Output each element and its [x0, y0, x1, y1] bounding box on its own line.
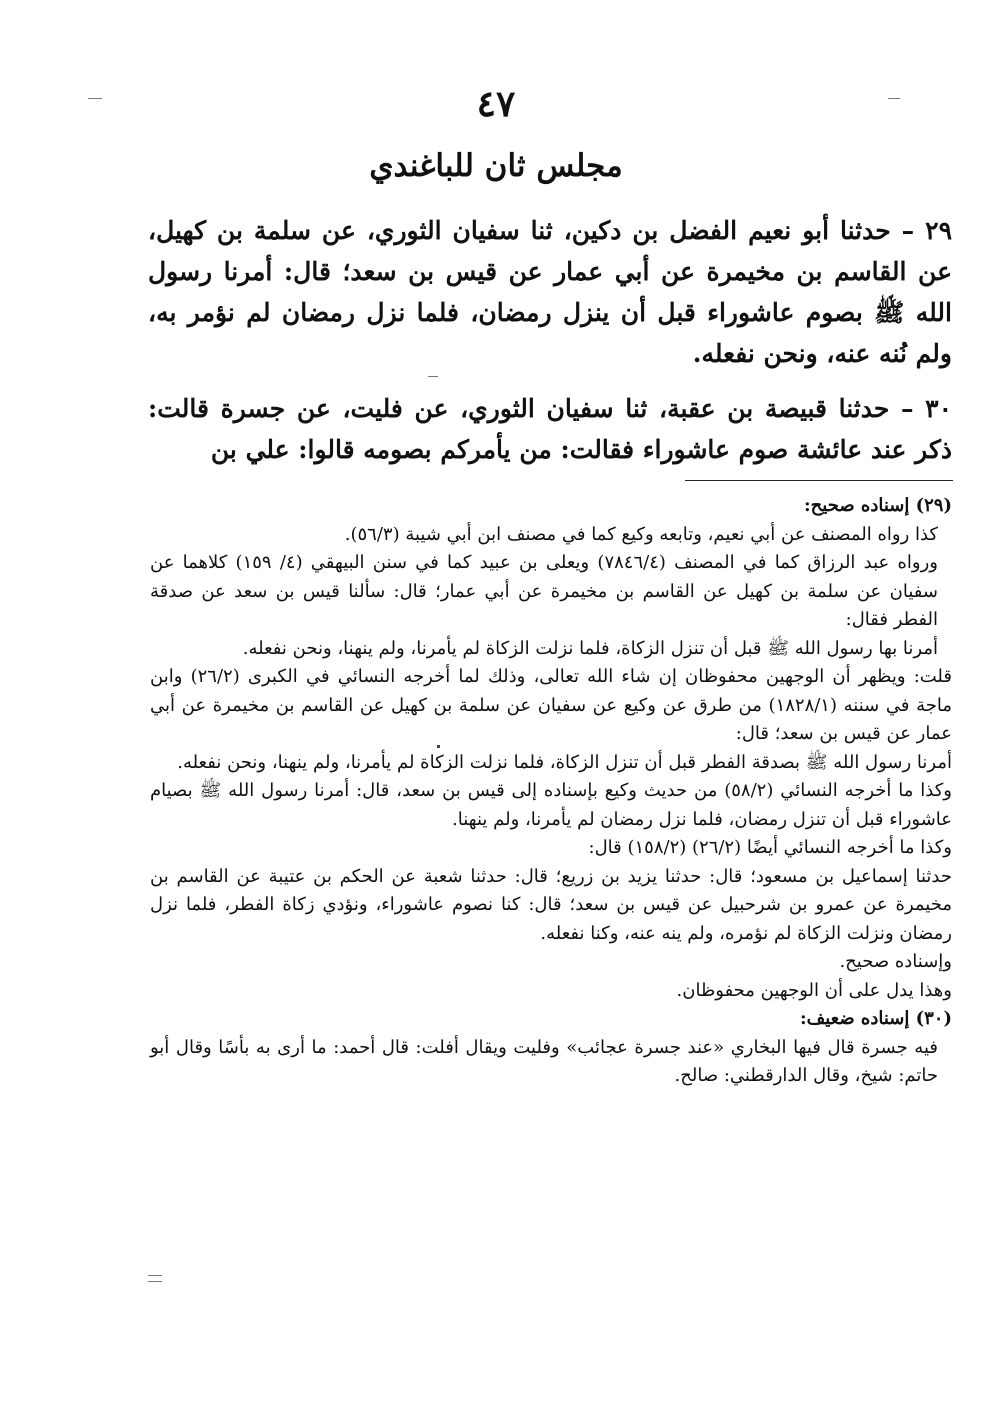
- main-text: [148, 210, 952, 484]
- hadith-30: [148, 388, 952, 470]
- footnote-heading: (٢٩) إسناده صحيح:: [804, 495, 952, 516]
- footnote-paragraph: وهذا يدل على أن الوجهين محفوظان.: [676, 979, 952, 1001]
- footnote-paragraph: ورواه عبد الرزاق كما في المصنف (٧٨٤٦/٤) ويعلى بن عبيد كما في سنن البيهقي (٤/ ١٥٩) كلاهما عن سفيان عن سلمة بن كهيل عن القاسم بن مخيمرة عن أبي عمار؛ قال: سألنا قيس بن سعد عن صدقة الفطر فقال:: [150, 552, 938, 630]
- footnote-heading: (٣٠) إسناده ضعيف:: [799, 1008, 952, 1029]
- footnote-paragraph: قلت: ويظهر أن الوجهين محفوظان إن شاء الله تعالى، وذلك لما أخرجه النسائي في الكبرى (٢٦/٢) وابن ماجة في سننه (١٨٢٨/١) من طرق عن وكيع عن سفيان عن سلمة بن كهيل عن القاسم بن مخيمرة عن أبي عمار عن قيس بن سعد؛ قال:: [150, 666, 952, 744]
- footnote-paragraph: فيه جسرة قال فيها البخاري «عند جسرة عجائب» وفليت ويقال أفلت: قال أحمد: ما أرى به بأسًا وقال أبو حاتم: شيخ، وقال الدارقطني: صالح.: [150, 1036, 938, 1086]
- page-number: ٤٧: [476, 83, 516, 125]
- footnote-paragraph: أمرنا رسول الله ﷺ بصدقة الفطر قبل أن تنزل الزكاة، فلما نزلت الزكاة لم يأمرنا، ولم ينهنا، ونحن نفعله.: [177, 751, 952, 773]
- hadith-29: [148, 210, 952, 374]
- footnotes: [150, 492, 952, 1091]
- scan-mark: [148, 1281, 162, 1282]
- footnote-paragraph: حدثنا إسماعيل بن مسعود؛ قال: حدثنا يزيد بن زريع؛ قال: حدثنا شعبة عن الحكم بن عتيبة عن القاسم بن مخيمرة عن عمرو بن شرحبيل عن قيس بن سعد؛ قال: كنا نصوم عاشوراء، ونؤدي زكاة الفطر، فلما نزل رمضان ونزلت الزكاة لم نؤمره، ولم ينه عنه، وكنا نفعله.: [150, 865, 952, 944]
- footnote-divider: [685, 480, 953, 481]
- hadith-number: ٣٠: [925, 394, 952, 423]
- footnote-paragraph: كذا رواه المصنف عن أبي نعيم، وتابعه وكيع كما في مصنف ابن أبي شيبة (٥٦/٣).: [344, 523, 938, 545]
- scan-mark: [148, 1275, 162, 1276]
- footnote-paragraph: وكذا ما أخرجه النسائي أيضًا (٢٦/٢) (١٥٨/٢) قال:: [588, 837, 952, 858]
- hadith-text: – حدثنا قبيصة بن عقبة، ثنا سفيان الثوري، عن فليت، عن جسرة قالت: ذكر عند عائشة صوم عاشوراء فقالت: من يأمركم بصومه قالوا: علي بن: [148, 394, 952, 464]
- footnote-paragraph: أمرنا بها رسول الله ﷺ قبل أن تنزل الزكاة، فلما نزلت الزكاة لم يأمرنا، ولم ينهنا، ونحن نفعله.: [242, 637, 938, 659]
- hadith-number: ٢٩: [925, 216, 952, 245]
- page-title: مجلس ثان للباغندي: [369, 148, 623, 184]
- hadith-text: – حدثنا أبو نعيم الفضل بن دكين، ثنا سفيان الثوري، عن سلمة بن كهيل، عن القاسم بن مخيمرة عن أبي عمار عن قيس بن سعد؛ قال: أمرنا رسول الله ﷺ بصوم عاشوراء قبل أن ينزل رمضان، فلما نزل رمضان لم نؤمر به، ولم نُنه عنه، ونحن نفعله.: [148, 216, 952, 368]
- footnote-paragraph: وإسناده صحيح.: [839, 951, 952, 972]
- footnote-paragraph: وكذا ما أخرجه النسائي (٥٨/٢) من حديث وكيع بإسناده إلى قيس بن سعد، قال: أمرنا رسول الله ﷺ بصيام عاشوراء قبل أن تنزل رمضان، فلما نزل رمضان لم يأمرنا، ولم ينهنا.: [150, 780, 952, 830]
